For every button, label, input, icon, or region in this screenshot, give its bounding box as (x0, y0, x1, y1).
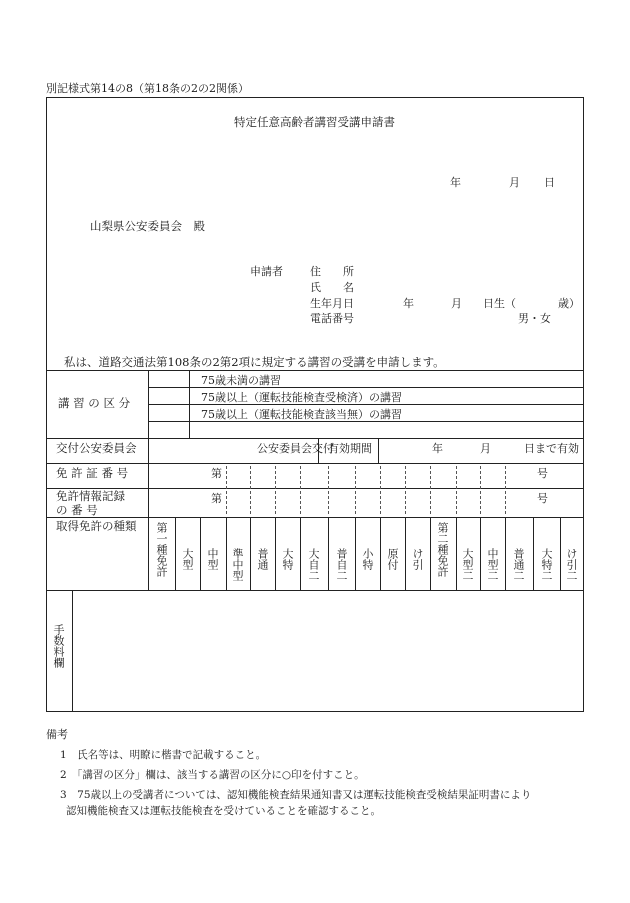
license-type-large-motorcycle[interactable]: 大自二 (307, 548, 320, 581)
note-item: 認知機能検査又は運転技能検査を受けていることを確認すること。 (66, 805, 381, 817)
table-top-rule (46, 370, 584, 371)
applicant-label: 申請者 (250, 265, 283, 278)
label-column-rule (148, 370, 149, 590)
course-mark-column-rule (189, 370, 190, 438)
digit-separator (300, 466, 301, 514)
license-number-prefix: 第 (211, 467, 222, 480)
issuance-rule-2 (378, 438, 379, 463)
fee-label: 手数料欄 (52, 624, 65, 668)
types-col-rule-5 (275, 517, 276, 590)
types-col-rule-15 (533, 517, 534, 590)
types-col-rule-7 (328, 517, 329, 590)
digit-separator (456, 466, 457, 514)
license-type-large-special-class2[interactable]: 大特二 (540, 548, 553, 581)
record-number-suffix: 号 (537, 492, 548, 505)
issuance-label: 交付公安委員会 (56, 441, 137, 455)
types-col-rule-2 (200, 517, 201, 590)
license-type-ordinary[interactable]: 普通 (256, 548, 269, 570)
name-label[interactable]: 氏 名 (310, 281, 354, 294)
record-number-prefix: 第 (211, 492, 222, 505)
digit-separator (405, 466, 406, 514)
course-row-rule-3 (148, 421, 584, 422)
notes-heading: 備考 (46, 728, 68, 741)
license-number-bottom-rule (46, 488, 584, 489)
note-item: 2 「講習の区分」欄は、該当する講習の区分に○印を付すこと。 (60, 769, 365, 781)
date-month[interactable]: 月 (509, 176, 520, 189)
form-title: 特定任意高齢者講習受講申請書 (234, 115, 395, 129)
form-reference: 別記様式第14の8（第18条の2の2関係） (46, 82, 249, 95)
phone-label[interactable]: 電話番号 (310, 312, 354, 325)
digit-separator (430, 466, 431, 514)
license-type-medium[interactable]: 中型 (206, 548, 219, 570)
types-col-rule-16 (560, 517, 561, 590)
types-col-rule-13 (480, 517, 481, 590)
digit-separator (505, 466, 506, 514)
class2-header: 第二種免許 (436, 522, 449, 577)
types-col-rule-9 (380, 517, 381, 590)
digit-separator (328, 466, 329, 514)
types-col-rule-14 (505, 517, 506, 590)
record-number-bottom-rule (46, 517, 584, 518)
birth-day: 日生（ (483, 297, 516, 310)
license-type-large[interactable]: 大型 (181, 548, 194, 570)
course-row-rule-2 (148, 404, 584, 405)
record-number-label-1: 免許情報記録 (56, 489, 125, 503)
issuance-committee[interactable]: 公安委員会交付 (257, 442, 334, 455)
recipient: 山梨県公安委員会 殿 (90, 219, 205, 233)
fee-area[interactable] (73, 591, 583, 711)
sex-selector[interactable]: 男・女 (518, 312, 551, 325)
birthdate-label[interactable]: 生年月日 (310, 297, 354, 310)
license-type-ordinary-class2[interactable]: 普通二 (512, 548, 525, 581)
types-col-rule-6 (300, 517, 301, 590)
course-row-rule-1 (148, 387, 584, 388)
validity-year[interactable]: 年 (432, 442, 443, 455)
types-col-rule-10 (405, 517, 406, 590)
age-label: 歳） (558, 297, 580, 310)
digit-separator (380, 466, 381, 514)
license-type-large-special[interactable]: 大特 (281, 548, 294, 570)
date-year[interactable]: 年 (450, 176, 461, 189)
types-col-rule-11 (430, 517, 431, 590)
validity-label: 有効期間 (328, 442, 372, 455)
birth-month: 月 (451, 297, 462, 310)
course-option-75-not-applicable[interactable]: 75歳以上（運転技能検査該当無）の講習 (201, 408, 402, 421)
course-label: 講 習 の 区 分 (58, 396, 131, 410)
validity-until[interactable]: 日まで有効 (524, 442, 579, 455)
license-number-label: 免 許 証 番 号 (56, 466, 129, 480)
birth-year: 年 (403, 297, 414, 310)
record-number-label-2: の 番 号 (56, 503, 98, 517)
date-day[interactable]: 日 (544, 176, 555, 189)
types-col-rule-4 (250, 517, 251, 590)
declaration: 私は、道路交通法第108条の2第2項に規定する講習の受講を申請します。 (64, 355, 445, 369)
license-type-medium-class2[interactable]: 中型二 (486, 548, 499, 581)
course-option-under-75[interactable]: 75歳未満の講習 (201, 374, 281, 387)
validity-month[interactable]: 月 (480, 442, 491, 455)
types-col-rule-12 (456, 517, 457, 590)
note-item: 3 75歳以上の受講者については、認知機能検査結果通知書又は運転技能検査受検結果証明書により (60, 789, 532, 801)
issuance-bottom-rule (46, 463, 584, 464)
course-bottom-rule (46, 438, 584, 439)
license-type-towing[interactable]: け引 (411, 548, 424, 570)
digit-separator (275, 466, 276, 514)
license-number-suffix: 号 (537, 467, 548, 480)
types-col-rule-3 (226, 517, 227, 590)
license-types-label: 取得免許の種類 (56, 519, 137, 533)
license-type-semi-medium[interactable]: 準中型 (231, 548, 244, 581)
license-type-small-special[interactable]: 小特 (361, 548, 374, 570)
digit-separator (480, 466, 481, 514)
digit-separator (226, 466, 227, 514)
license-type-towing-class2[interactable]: け引二 (565, 548, 578, 581)
license-type-ordinary-motorcycle[interactable]: 普自二 (335, 548, 348, 581)
digit-separator (250, 466, 251, 514)
license-type-large-class2[interactable]: 大型二 (461, 548, 474, 581)
class1-header: 第一種免許 (155, 522, 168, 577)
types-col-rule-1 (175, 517, 176, 590)
note-item: 1 氏名等は、明瞭に楷書で記載すること。 (60, 749, 267, 761)
digit-separator (355, 466, 356, 514)
license-type-moped[interactable]: 原付 (386, 548, 399, 570)
course-option-75-tested[interactable]: 75歳以上（運転技能検査受検済）の講習 (201, 391, 402, 404)
address-label[interactable]: 住 所 (310, 265, 354, 278)
types-col-rule-8 (355, 517, 356, 590)
